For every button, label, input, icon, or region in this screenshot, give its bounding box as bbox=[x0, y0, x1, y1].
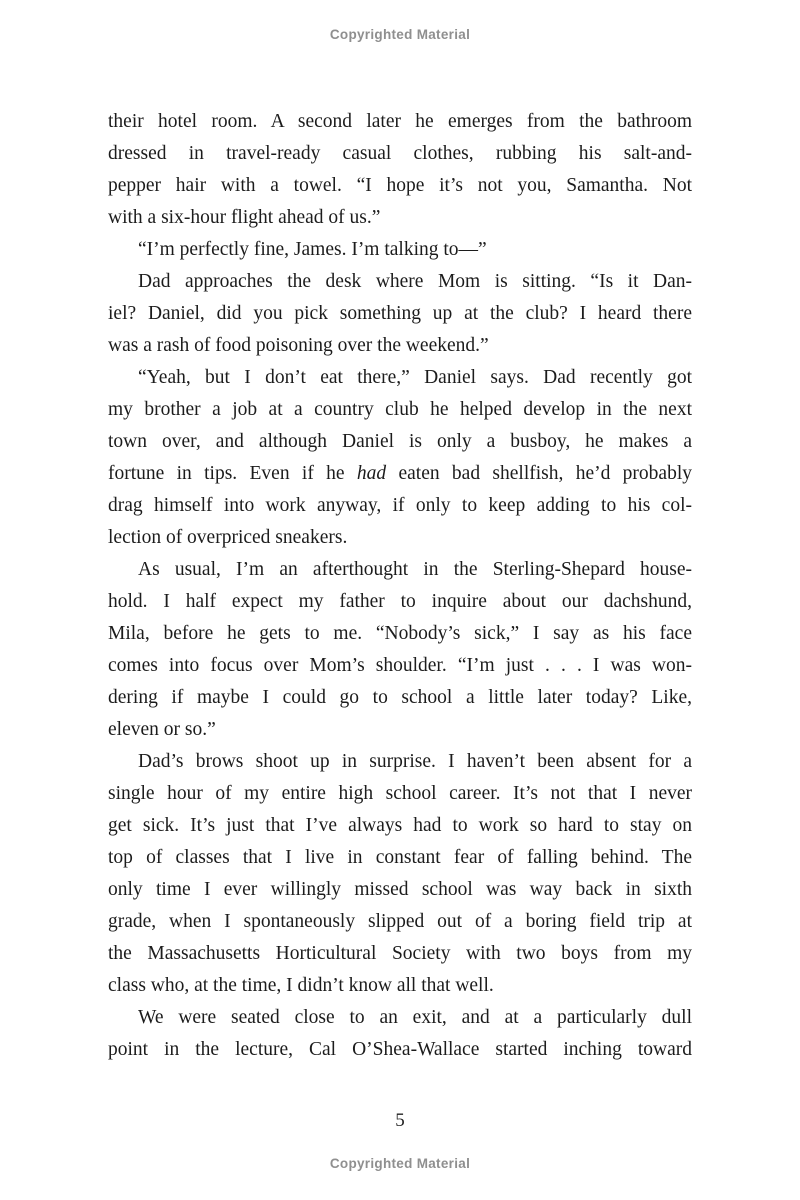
text-run: fortune in tips. Even if he bbox=[108, 463, 357, 484]
text-line bbox=[108, 330, 692, 362]
text-run: point in the lecture, Cal O’Shea-Wallace started inching toward bbox=[108, 1039, 692, 1060]
text-line bbox=[108, 138, 692, 170]
text-line bbox=[108, 522, 692, 554]
text-run: grade, when I spontaneously slipped out of a boring field trip at bbox=[108, 911, 692, 932]
text-run: eleven or so.” bbox=[108, 719, 216, 740]
text-run: their hotel room. A second later he emerges from the bathroom bbox=[108, 111, 692, 132]
text-line bbox=[108, 266, 692, 298]
text-line bbox=[108, 234, 692, 266]
text-line bbox=[108, 426, 692, 458]
copyright-notice-bottom: Copyrighted Material bbox=[329, 1156, 471, 1171]
text-run: Dad’s brows shoot up in surprise. I haven’t been absent for a bbox=[138, 751, 692, 772]
copyright-notice-top: Copyrighted Material bbox=[329, 27, 471, 42]
paragraph bbox=[108, 1002, 692, 1066]
text-line bbox=[108, 490, 692, 522]
text-line bbox=[108, 458, 692, 490]
text-run: was a rash of food poisoning over the weekend.” bbox=[108, 335, 489, 356]
text-run: Mila, before he gets to me. “Nobody’s sick,” I say as his face bbox=[108, 623, 692, 644]
paragraph bbox=[108, 746, 692, 1002]
paragraph bbox=[108, 554, 692, 746]
text-line bbox=[108, 106, 692, 138]
text-line bbox=[108, 810, 692, 842]
text-line bbox=[108, 394, 692, 426]
text-line bbox=[108, 1002, 692, 1034]
text-run: my brother a job at a country club he helped develop in the next bbox=[108, 399, 692, 420]
text-run: comes into focus over Mom’s shoulder. “I’m just . . . I was won- bbox=[108, 655, 692, 676]
text-line bbox=[108, 874, 692, 906]
text-run: “I’m perfectly fine, James. I’m talking to—” bbox=[138, 239, 487, 260]
text-run: hold. I half expect my father to inquire about our dachshund, bbox=[108, 591, 692, 612]
text-run: get sick. It’s just that I’ve always had to work so hard to stay on bbox=[108, 815, 692, 836]
text-line bbox=[108, 586, 692, 618]
text-run: with a six-hour flight ahead of us.” bbox=[108, 207, 381, 228]
text-line bbox=[108, 682, 692, 714]
text-run: dering if maybe I could go to school a little later today? Like, bbox=[108, 687, 692, 708]
text-line bbox=[108, 298, 692, 330]
text-run: eaten bad shellfish, he’d probably bbox=[386, 463, 692, 484]
text-run: top of classes that I live in constant fear of falling behind. The bbox=[108, 847, 692, 868]
text-line bbox=[108, 170, 692, 202]
text-line bbox=[108, 746, 692, 778]
paragraph bbox=[108, 362, 692, 554]
text-line bbox=[108, 1034, 692, 1066]
paragraph bbox=[108, 266, 692, 362]
text-line bbox=[108, 842, 692, 874]
text-run: As usual, I’m an afterthought in the Sterling-Shepard house- bbox=[138, 559, 692, 580]
text-line bbox=[108, 618, 692, 650]
italic-text-run: had bbox=[356, 463, 387, 484]
text-line bbox=[108, 714, 692, 746]
text-line bbox=[108, 778, 692, 810]
text-run: class who, at the time, I didn’t know all that well. bbox=[108, 975, 494, 996]
text-line bbox=[108, 202, 692, 234]
page-number: 5 bbox=[395, 1110, 405, 1131]
text-line bbox=[108, 362, 692, 394]
text-run: dressed in travel-ready casual clothes, rubbing his salt-and- bbox=[108, 143, 692, 164]
text-run: pepper hair with a towel. “I hope it’s not you, Samantha. Not bbox=[108, 175, 692, 196]
text-line bbox=[108, 906, 692, 938]
text-line bbox=[108, 650, 692, 682]
text-run: the Massachusetts Horticultural Society with two boys from my bbox=[108, 943, 692, 964]
text-line bbox=[108, 970, 692, 1002]
text-run: lection of overpriced sneakers. bbox=[108, 527, 348, 548]
text-run: Dad approaches the desk where Mom is sitting. “Is it Dan- bbox=[138, 271, 692, 292]
paragraph bbox=[108, 106, 692, 234]
text-run: only time I ever willingly missed school was way back in sixth bbox=[108, 879, 692, 900]
text-run: single hour of my entire high school career. It’s not that I never bbox=[108, 783, 692, 804]
text-block bbox=[108, 106, 692, 1066]
text-run: town over, and although Daniel is only a busboy, he makes a bbox=[108, 431, 692, 452]
paragraph bbox=[108, 234, 692, 266]
text-line bbox=[108, 554, 692, 586]
text-line bbox=[108, 938, 692, 970]
text-run: iel? Daniel, did you pick something up at the club? I heard there bbox=[108, 303, 692, 324]
text-run: We were seated close to an exit, and at a particularly dull bbox=[138, 1007, 692, 1028]
text-run: drag himself into work anyway, if only to keep adding to his col- bbox=[108, 495, 692, 516]
text-run: “Yeah, but I don’t eat there,” Daniel says. Dad recently got bbox=[138, 367, 692, 388]
